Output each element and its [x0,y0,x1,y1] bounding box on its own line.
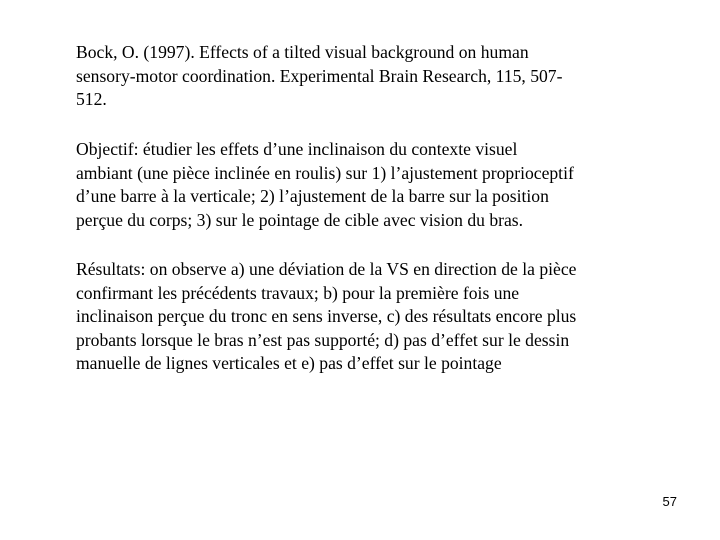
results-paragraph [76,258,676,376]
results-line: inclinaison perçue du tronc en sens inverse, c) des résultats encore plus [76,306,577,327]
objective-line: ambiant (une pièce inclinée en roulis) sur 1) l’ajustement proprioceptif [76,162,574,183]
results-line: confirmant les précédents travaux; b) pour la première fois une [76,282,520,303]
citation-paragraph [76,41,676,112]
objective-line: Objectif: étudier les effets d’une inclinaison du contexte visuel [76,139,518,159]
objective-line: perçue du corps; 3) sur le pointage de cible avec vision du bras. [76,209,524,230]
objective-paragraph [76,138,676,232]
objective-line: d’une barre à la verticale; 2) l’ajustement de la barre sur la position [76,186,549,207]
results-line: manuelle de lignes verticales et e) pas d’effet sur le pointage [76,353,502,374]
page-number: 57 [662,494,677,509]
results-line: Résultats: on observe a) une déviation de la VS en direction de la pièce [76,259,577,279]
citation-line: Bock, O. (1997). Effects of a tilted visual background on human [76,42,529,62]
citation-line: 512. [76,89,107,110]
results-line: probants lorsque le bras n’est pas supporté; d) pas d’effet sur le dessin [76,329,570,350]
citation-line: sensory-motor coordination. Experimental Brain Research, 115, 507- [76,65,563,86]
